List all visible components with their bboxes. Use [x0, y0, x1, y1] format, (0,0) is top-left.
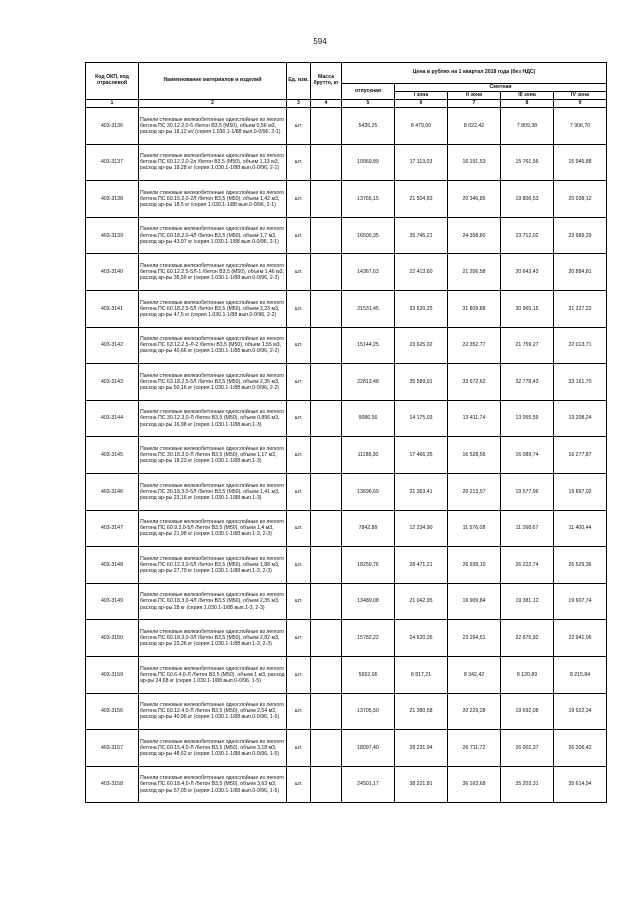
table-row [86, 108, 607, 145]
cell-zone-3-price: 13 055,59 [501, 400, 554, 437]
cell-zone-3-price: 22 675,92 [501, 620, 554, 657]
cell-release-price: 13705,50 [342, 693, 395, 730]
cell-zone-4-price: 33 161,70 [554, 364, 607, 401]
cell-release-price: 9086,56 [342, 400, 395, 437]
cell-zone-2-price: 22 352,77 [448, 327, 501, 364]
cell-zone-3-price: 19 692,08 [501, 693, 554, 730]
cell-zone-4-price: 23 989,29 [554, 217, 607, 254]
cell-unit: шт. [287, 254, 311, 291]
cell-code: 403-3157 [86, 730, 139, 767]
cell-release-price: 18097,40 [342, 730, 395, 767]
cell-zone-4-price: 20 884,81 [554, 254, 607, 291]
cell-code: 403-3158 [86, 766, 139, 803]
table-row [86, 473, 607, 510]
cell-zone-2-price: 33 672,62 [448, 364, 501, 401]
cell-release-price: 11188,30 [342, 437, 395, 474]
cell-mass [311, 181, 342, 218]
cell-zone-3-price: 30 965,15 [501, 290, 554, 327]
cell-name: Панели стеновые железобетонные однослойные из легкого бетона ПС 60.18.3,0-4Л /бетон В3,5 (М50), объем 2,35 м3, расход ар-ры 28 кг (серия 1.030.1-1/88 вып.1-3, 2-3) [139, 583, 287, 620]
cell-zone-1-price: 21 363,41 [395, 473, 448, 510]
cell-zone-3-price: 23 712,02 [501, 217, 554, 254]
cell-mass [311, 327, 342, 364]
cell-name: Панели стеновые железобетонные однослойные из легкого бетона ПС 60.12.4,0-Л /бетон В3,5 (М50), объем 2,54 м3, расход ар-ры 40,96 кг (серия 1.030.1-1/88 вып.0-0/96, 1-5) [139, 693, 287, 730]
cell-zone-1-price: 14 175,03 [395, 400, 448, 437]
table-body [86, 108, 607, 803]
cell-zone-1-price: 23 625,02 [395, 327, 448, 364]
cell-zone-4-price: 8 215,84 [554, 656, 607, 693]
cell-mass [311, 547, 342, 584]
cell-name: Панели стеновые железобетонные однослойные из легкого бетона ПС 60.18.4,0-Л /бетон В3,5 (М50), объем 3,63 м3, расход ар-ры 57,05 кг (серия 1.030.1-1/88 вып.0-0/96, 1-5) [139, 766, 287, 803]
cell-code: 403-3145 [86, 437, 139, 474]
col-number: 2 [139, 100, 287, 108]
cell-zone-3-price: 26 222,74 [501, 547, 554, 584]
page-number: 594 [313, 37, 327, 46]
cell-mass [311, 437, 342, 474]
cell-unit: шт. [287, 290, 311, 327]
cell-zone-1-price: 21 042,95 [395, 583, 448, 620]
cell-release-price: 13489,08 [342, 583, 395, 620]
cell-zone-3-price: 11 268,67 [501, 510, 554, 547]
cell-mass [311, 108, 342, 145]
cell-unit: шт. [287, 766, 311, 803]
cell-zone-4-price: 19 607,74 [554, 583, 607, 620]
cell-zone-4-price: 26 306,42 [554, 730, 607, 767]
cell-zone-4-price: 31 327,22 [554, 290, 607, 327]
cell-code: 403-3143 [86, 364, 139, 401]
cell-code: 403-3141 [86, 290, 139, 327]
cell-code: 403-3147 [86, 510, 139, 547]
cell-zone-1-price: 8 817,21 [395, 656, 448, 693]
cell-unit: шт. [287, 730, 311, 767]
cell-zone-3-price: 32 778,43 [501, 364, 554, 401]
cell-zone-3-price: 8 120,89 [501, 656, 554, 693]
table-row [86, 217, 607, 254]
cell-unit: шт. [287, 108, 311, 145]
cell-mass [311, 144, 342, 181]
cell-zone-1-price: 12 234,90 [395, 510, 448, 547]
cell-name: Панели стеновые железобетонные однослойные из легкого бетона ПС 30.12.3,0-Л /бетон В3,5 (М50), объем 0,896 м3, расход ар-ры 16,98 кг (серия 1.030.1-1/88 вып.1-3) [139, 400, 287, 437]
cell-mass [311, 730, 342, 767]
cell-zone-2-price: 13 411,74 [448, 400, 501, 437]
cell-name: Панели стеновые железобетонные однослойные из легкого бетона ПС 60.15.4,0-Л /бетон В3,5 (М50), объем 3,18 м3, расход ар-ры 48,62 кг (серия 1.030.1-1/88 вып.0-0/96, 1-5) [139, 730, 287, 767]
cell-name: Панели стеновые железобетонные однослойные из легкого бетона ПС 60.6.4,0-Л /бетон В3,5 (М50), объем 1 м3, расход ар-ры 24,68 кг (серия 1.030.1-1/88 вып.0-0/96, 1-5) [139, 656, 287, 693]
cell-zone-4-price: 22 013,71 [554, 327, 607, 364]
cell-name: Панели стеновые железобетонные однослойные из легкого бетона ПС 63.12.2,5-Л-2 /бетон В3,5 (М50), объем 1,55 м3, расход ар-ры 40,66 кг (серия 1.030.1-1/88 вып.0-0/96, 2-2) [139, 327, 287, 364]
cell-release-price: 10969,89 [342, 144, 395, 181]
cell-zone-2-price: 36 163,68 [448, 766, 501, 803]
cell-name: Панели стеновые железобетонные однослойные из легкого бетона ПС 30.12.2,0-5 /бетон В3,5 (М50), объем 0,56 м3, расход ар-ры 18,12 кг/ (серия 1.030.1-1/88 вып.0-0/96, 2-1) [139, 108, 287, 145]
cell-zone-1-price: 17 113,03 [395, 144, 448, 181]
cell-release-price: 15782,22 [342, 620, 395, 657]
cell-code: 403-3138 [86, 181, 139, 218]
cell-name: Панели стеновые железобетонные однослойные из легкого бетона ПС 60.12.2,5-5Л-1 /бетон В3,5 (М50), объем 1,46 м3, расход ар-ры 36,56 кг (серия 1.030.1-1/88 вып.0-0/96, 2-2) [139, 254, 287, 291]
table-row [86, 327, 607, 364]
cell-zone-2-price: 20 213,57 [448, 473, 501, 510]
cell-unit: шт. [287, 620, 311, 657]
cell-zone-3-price: 19 806,53 [501, 181, 554, 218]
cell-code: 403-3144 [86, 400, 139, 437]
cell-zone-1-price: 17 466,35 [395, 437, 448, 474]
cell-mass [311, 693, 342, 730]
cell-zone-1-price: 38 221,81 [395, 766, 448, 803]
table-row [86, 400, 607, 437]
table-row [86, 620, 607, 657]
cell-code: 403-3142 [86, 327, 139, 364]
cell-zone-3-price: 20 643,43 [501, 254, 554, 291]
cell-zone-2-price: 16 528,56 [448, 437, 501, 474]
cell-mass [311, 766, 342, 803]
cell-release-price: 16500,35 [342, 217, 395, 254]
cell-release-price: 14367,63 [342, 254, 395, 291]
cell-unit: шт. [287, 547, 311, 584]
cell-zone-2-price: 11 576,08 [448, 510, 501, 547]
header-zone-4: IV зона [554, 92, 607, 100]
header-name: Наименование материалов и изделий [139, 63, 287, 100]
header-mass: Масса брутто, кг [311, 63, 342, 100]
cell-unit: шт. [287, 437, 311, 474]
cell-zone-2-price: 21 206,58 [448, 254, 501, 291]
cell-name: Панели стеновые железобетонные однослойные из легкого бетона ПС 60.12.3,0-5Л /бетон В3,5 (М50), объем 1,88 м3, расход ар-ры 27,79 кг (серия 1.030.1-1/88 вып.1-3, 2-3) [139, 547, 287, 584]
table-row [86, 766, 607, 803]
header-release: отпускная [342, 84, 395, 100]
table-header [86, 63, 607, 108]
cell-unit: шт. [287, 693, 311, 730]
cell-zone-3-price: 16 089,74 [501, 437, 554, 474]
cell-zone-3-price: 19 677,96 [501, 473, 554, 510]
cell-name: Панели стеновые железобетонные однослойные из легкого бетона ПС 60.9.3,0-5Л /бетон В3,5 (М50), объем 1,4 м3, расход ар-ры 21,98 кг (серия 1.030.1-1/88 вып.1-3, 2-3) [139, 510, 287, 547]
cell-code: 403-3149 [86, 583, 139, 620]
cell-unit: шт. [287, 510, 311, 547]
col-number: 6 [395, 100, 448, 108]
cell-zone-4-price: 7 906,70 [554, 108, 607, 145]
cell-name: Панели стеновые железобетонные однослойные из легкого бетона ПС 60.18.2,5-5Л /бетон В3,5 (М50), объем 2,23 м3, расход ар-ры 47,5 кг (серия 1.030.1-1/88 вып.0-0/96, 2-2) [139, 290, 287, 327]
cell-zone-4-price: 15 945,88 [554, 144, 607, 181]
cell-zone-3-price: 7 809,38 [501, 108, 554, 145]
col-number: 5 [342, 100, 395, 108]
cell-release-price: 22813,48 [342, 364, 395, 401]
cell-unit: шт. [287, 327, 311, 364]
table-row [86, 364, 607, 401]
cell-unit: шт. [287, 400, 311, 437]
table-row [86, 290, 607, 327]
cell-unit: шт. [287, 656, 311, 693]
header-price: Цена в рублях на 1 квартал 2018 года (без НДС) [342, 63, 607, 84]
col-number: 4 [311, 100, 342, 108]
cell-unit: шт. [287, 217, 311, 254]
cell-mass [311, 254, 342, 291]
cell-zone-4-price: 11 400,44 [554, 510, 607, 547]
header-zone-1: I зона [395, 92, 448, 100]
cell-zone-4-price: 22 941,06 [554, 620, 607, 657]
table-row [86, 181, 607, 218]
cell-code: 403-3148 [86, 547, 139, 584]
cell-zone-1-price: 35 589,01 [395, 364, 448, 401]
cell-release-price: 13696,69 [342, 473, 395, 510]
cell-mass [311, 583, 342, 620]
cell-zone-1-price: 33 620,25 [395, 290, 448, 327]
cell-code: 403-3139 [86, 217, 139, 254]
header-zone-2: II зона [448, 92, 501, 100]
cell-zone-2-price: 20 229,28 [448, 693, 501, 730]
cell-zone-1-price: 21 380,58 [395, 693, 448, 730]
table-row [86, 730, 607, 767]
cell-code: 403-3156 [86, 693, 139, 730]
cell-zone-4-price: 13 208,24 [554, 400, 607, 437]
price-table [85, 62, 607, 803]
cell-code: 403-3159 [86, 656, 139, 693]
table-row [86, 144, 607, 181]
cell-code: 403-3146 [86, 473, 139, 510]
col-number: 3 [287, 100, 311, 108]
cell-mass [311, 656, 342, 693]
cell-name: Панели стеновые железобетонные однослойные из легкого бетона ПС 30.18.3,0-5Л /бетон В3,5 (М50), объем 1,41 м3, расход ар-ры 23,16 кг (серия 1.030.1-1/88 вып.1-3) [139, 473, 287, 510]
table-row [86, 510, 607, 547]
cell-mass [311, 364, 342, 401]
cell-unit: шт. [287, 473, 311, 510]
cell-zone-4-price: 35 614,94 [554, 766, 607, 803]
col-number: 9 [554, 100, 607, 108]
table-row [86, 437, 607, 474]
cell-name: Панели стеновые железобетонные однослойные из легкого бетона ПС 60.12.2,0-2л /бетон В3,5 (М50), объем 1,13 м3, расход ар-ры 18,28 кг (серия 1.030.1-1/88 вып.0-0/96, 2-1) [139, 144, 287, 181]
cell-code: 403-3137 [86, 144, 139, 181]
header-unit: Ед. изм. [287, 63, 311, 100]
cell-mass [311, 400, 342, 437]
cell-unit: шт. [287, 583, 311, 620]
cell-mass [311, 620, 342, 657]
header-estimate: Сметная [395, 84, 607, 92]
cell-zone-2-price: 8 342,42 [448, 656, 501, 693]
cell-zone-1-price: 28 231,94 [395, 730, 448, 767]
cell-zone-2-price: 16 191,53 [448, 144, 501, 181]
cell-zone-1-price: 24 620,26 [395, 620, 448, 657]
cell-release-price: 7842,89 [342, 510, 395, 547]
cell-unit: шт. [287, 181, 311, 218]
header-code: Код ОКП, код отраслевой [86, 63, 139, 100]
cell-zone-1-price: 8 479,00 [395, 108, 448, 145]
cell-zone-2-price: 24 358,80 [448, 217, 501, 254]
cell-zone-2-price: 8 022,42 [448, 108, 501, 145]
table-row [86, 583, 607, 620]
cell-zone-2-price: 23 294,51 [448, 620, 501, 657]
cell-release-price: 5435,25 [342, 108, 395, 145]
cell-zone-3-price: 21 759,27 [501, 327, 554, 364]
cell-mass [311, 473, 342, 510]
cell-code: 403-3150 [86, 620, 139, 657]
cell-name: Панели стеновые железобетонные однослойные из легкого бетона ПС 30.18.3,0-Л /бетон В3,5 (М50), объем 1,17 м3, расход ар-ры 18,23 кг (серия 1.030.1-1/88 вып.1-3) [139, 437, 287, 474]
header-zone-3: III зона [501, 92, 554, 100]
col-number: 7 [448, 100, 501, 108]
cell-code: 403-3140 [86, 254, 139, 291]
cell-zone-4-price: 19 897,02 [554, 473, 607, 510]
table-row [86, 656, 607, 693]
cell-mass [311, 290, 342, 327]
cell-zone-2-price: 26 938,10 [448, 547, 501, 584]
cell-zone-4-price: 26 529,36 [554, 547, 607, 584]
cell-zone-4-price: 20 038,12 [554, 181, 607, 218]
cell-name: Панели стеновые железобетонные однослойные из легкого бетона ПС 60.15.2,0-2Л /бетон В3,5 (М50), объем 1,42 м3, расход ар-ры 18,5 кг /серия 1.030.1-1/88 вып.0-0/96, 2-1) [139, 181, 287, 218]
cell-zone-3-price: 19 381,12 [501, 583, 554, 620]
cell-unit: шт. [287, 364, 311, 401]
cell-release-price: 24501,17 [342, 766, 395, 803]
cell-mass [311, 510, 342, 547]
cell-zone-4-price: 16 277,87 [554, 437, 607, 474]
table-row [86, 693, 607, 730]
cell-code: 403-3136 [86, 108, 139, 145]
cell-zone-4-price: 19 922,34 [554, 693, 607, 730]
cell-zone-2-price: 26 711,72 [448, 730, 501, 767]
cell-zone-1-price: 25 745,21 [395, 217, 448, 254]
cell-release-price: 5652,06 [342, 656, 395, 693]
cell-release-price: 15144,25 [342, 327, 395, 364]
cell-mass [311, 217, 342, 254]
cell-zone-3-price: 15 761,56 [501, 144, 554, 181]
cell-zone-2-price: 31 809,88 [448, 290, 501, 327]
cell-zone-1-price: 22 413,60 [395, 254, 448, 291]
cell-release-price: 13765,15 [342, 181, 395, 218]
col-number: 1 [86, 100, 139, 108]
cell-release-price: 21531,45 [342, 290, 395, 327]
cell-zone-1-price: 28 471,21 [395, 547, 448, 584]
cell-zone-3-price: 26 002,37 [501, 730, 554, 767]
table-row [86, 547, 607, 584]
cell-name: Панели стеновые железобетонные однослойные из легкого бетона ПС 60.18.2,0-4Л /бетон В3,5 (М50), объем 1,7 м3, расход ар-ры 43,97 кг /серия 1.030.1-1/88 вып.0-0/96, 2-1) [139, 217, 287, 254]
cell-zone-1-price: 21 504,83 [395, 181, 448, 218]
cell-release-price: 18250,76 [342, 547, 395, 584]
cell-name: Панели стеновые железобетонные однослойные из легкого бетона ПС 63.18.2,5-5Л /бетон В3,5 (М50), объем 2,35 м3, расход ар-ры 50,16 кг (серия 1.030.1-1/88 вып.0-0/96, 2-2) [139, 364, 287, 401]
cell-unit: шт. [287, 144, 311, 181]
cell-name: Панели стеновые железобетонные однослойные из легкого бетона ПС 60.18.3,0-3Л /бетон В3,5 (М50), объем 2,82 м3, расход ар-ры 23,26 кг (серия 1.030.1-1/88 вып.1-3, 2-3) [139, 620, 287, 657]
col-number: 8 [501, 100, 554, 108]
cell-zone-2-price: 20 346,85 [448, 181, 501, 218]
cell-zone-3-price: 35 203,31 [501, 766, 554, 803]
table-row [86, 254, 607, 291]
cell-zone-2-price: 19 909,84 [448, 583, 501, 620]
